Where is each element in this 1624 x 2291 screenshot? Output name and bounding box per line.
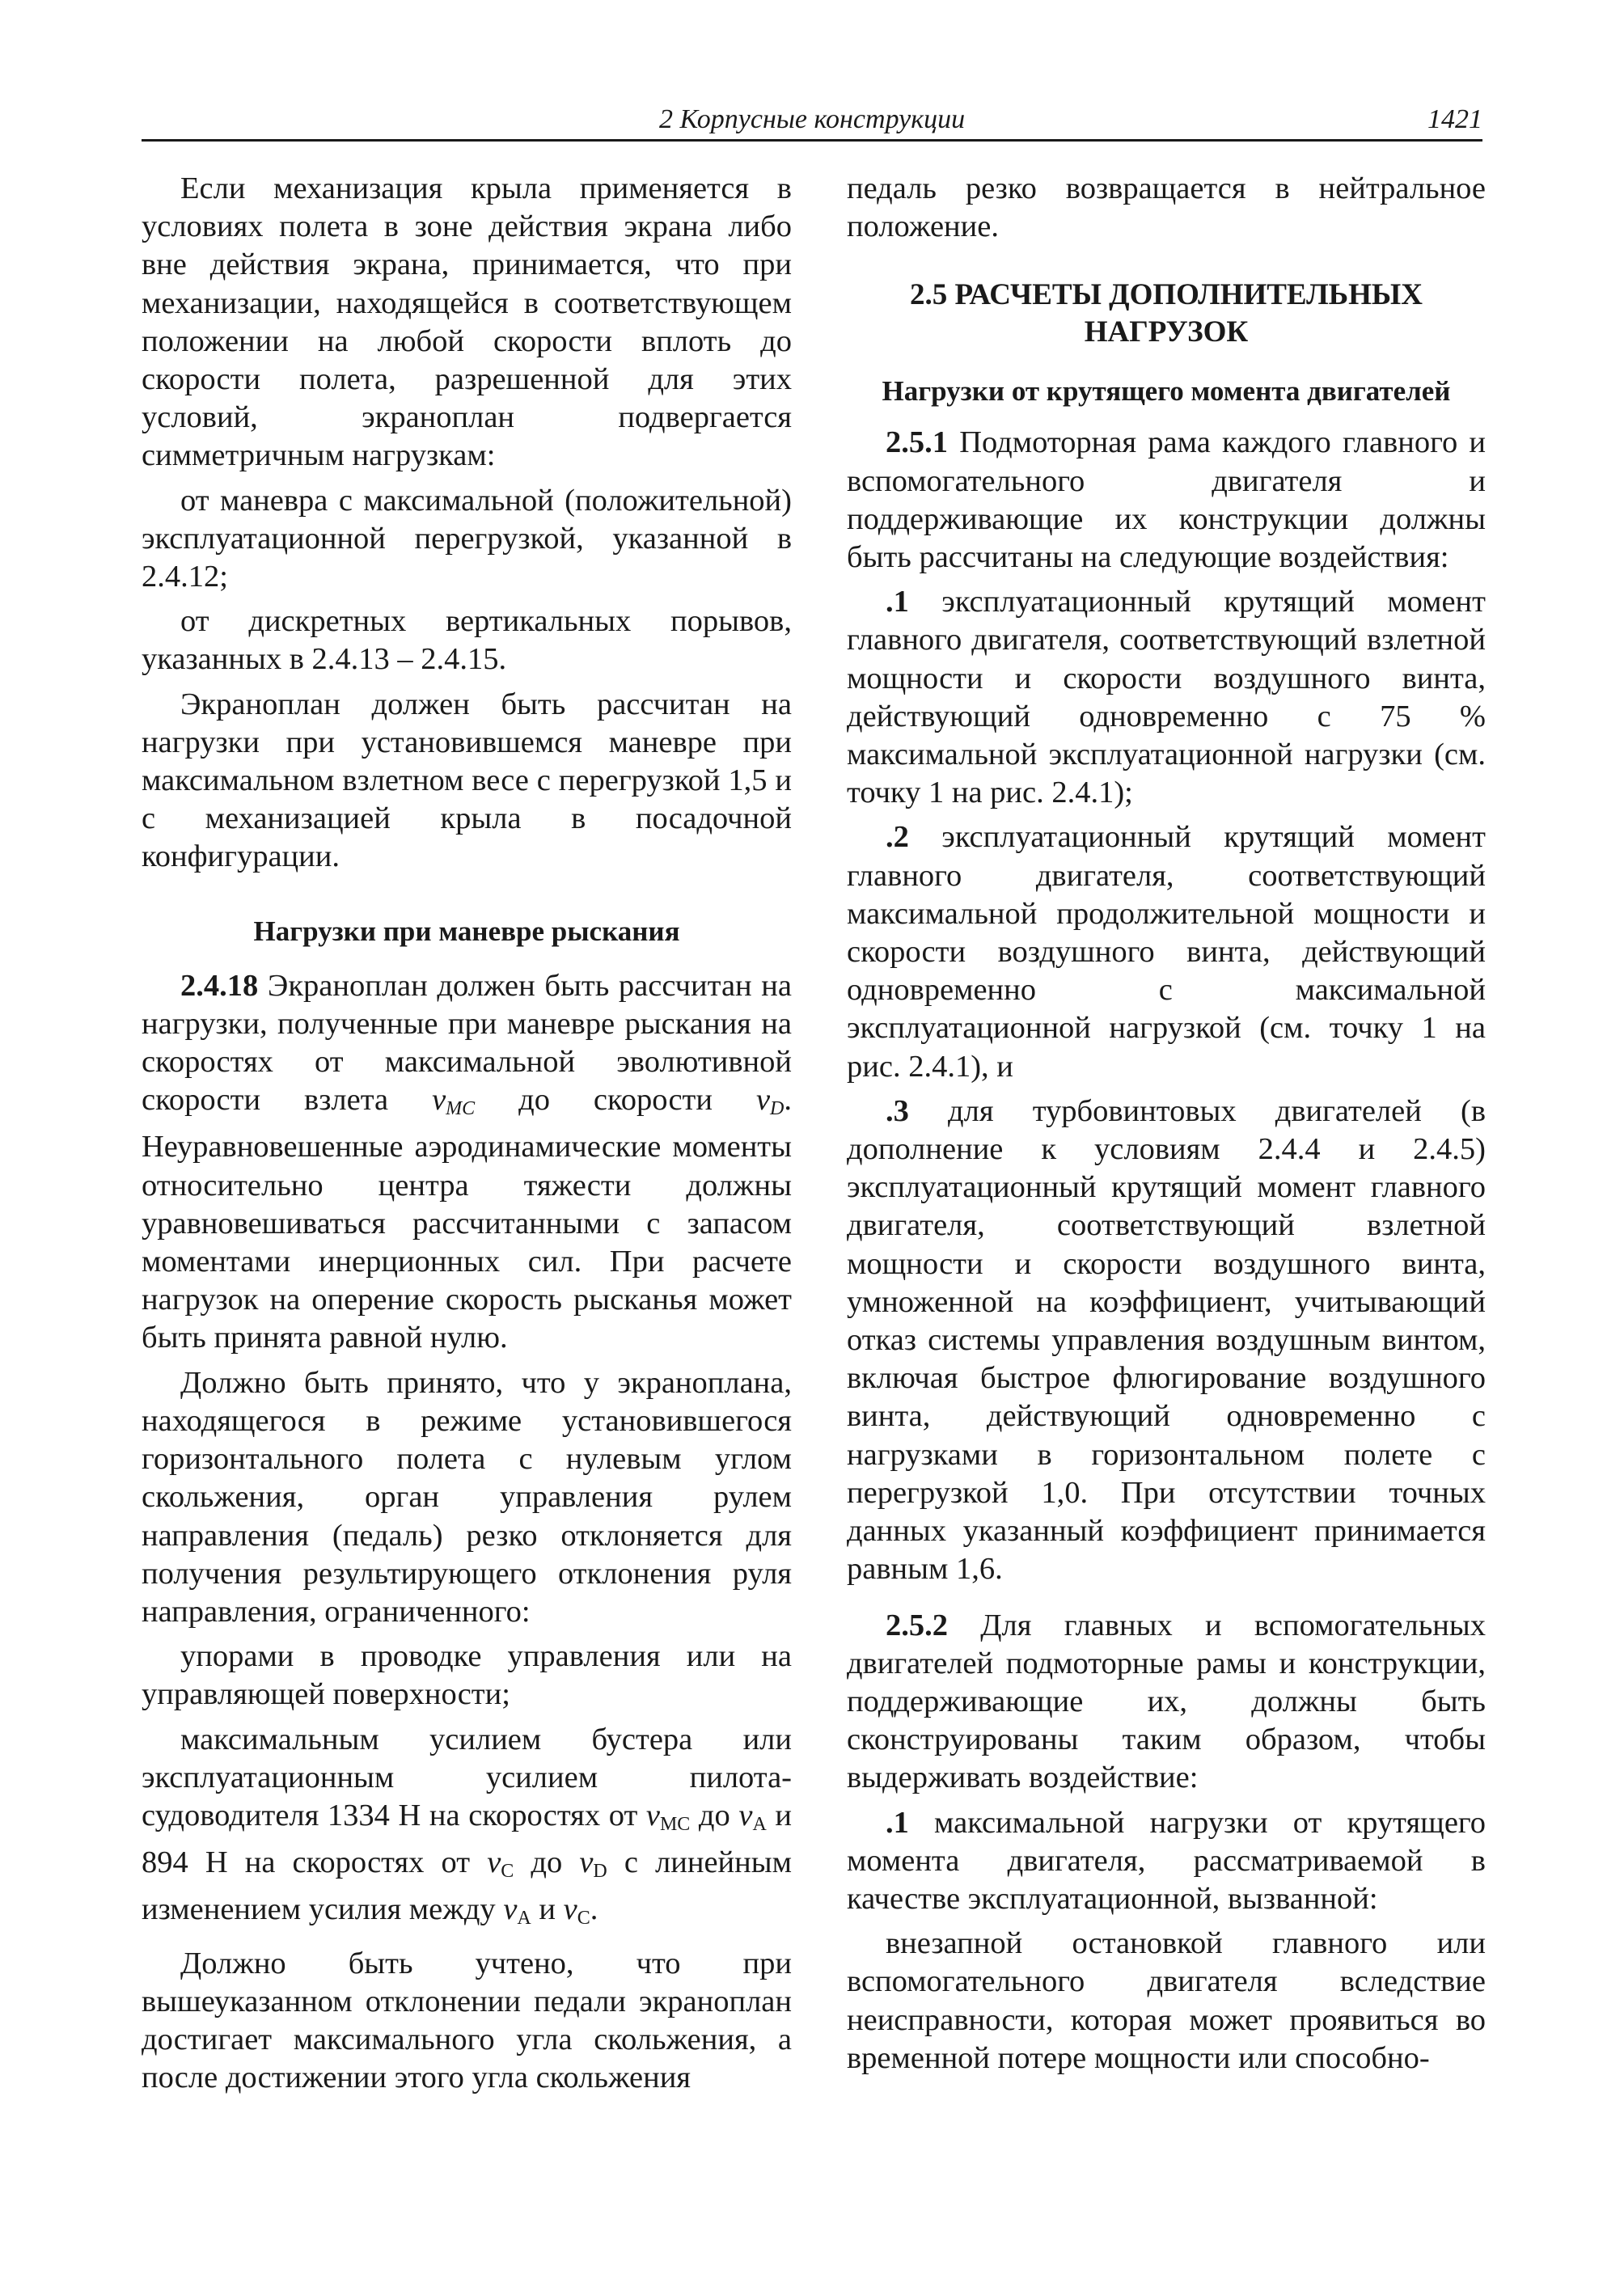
clause-number: 2.5.1: [886, 425, 948, 460]
paragraph: Экраноплан должен быть рассчитан на нагрузки при установившемся маневре при максимальном взлетном весе с перегрузкой 1,5 и с механизацией крыла в посадочной конфигурации.: [142, 687, 792, 874]
left-column: [142, 170, 792, 2103]
list-item: .2 эксплуатационный крутящий момент главного двигателя, соответствующий максимальной продолжительной мощности и скорости воздушного винта, действующий одновременно с максимальной эксплуатационной нагрузкой (см. точку 1 на рис. 2.4.1), и: [847, 820, 1486, 1084]
header-section-title: 2 Корпусные конструкции: [659, 104, 966, 134]
list-item: от маневра с максимальной (положительной) эксплуатационной перегрузкой, указанной в 2.4.12;: [142, 483, 792, 594]
page-number: 1421: [1427, 104, 1482, 134]
clause-2-5-2: 2.5.2 Для главных и вспомогательных двигателей подмоторные рамы и конструкции, поддерживающие их, должны быть сконструированы таким образом, чтобы выдерживать воздействие:: [847, 1608, 1486, 1795]
list-item: от дискретных вертикальных порывов, указанных в 2.4.13 – 2.4.15.: [142, 604, 792, 677]
running-header: [142, 104, 1482, 142]
paragraph-continuation: педаль резко возвращается в нейтральное положение.: [847, 171, 1486, 244]
list-item: .3 для турбовинтовых двигателей (в дополнение к условиям 2.4.4 и 2.4.5) эксплуатационный крутящий момент главного двигателя, соответствующий взлетной мощности и скорости воздушного винта, умноженной на коэффициент, учитывающий отказ системы управления воздушным винтом, включая быстрое флюгирование воздушного винта, действующий одновременно с нагрузками в горизонтальном полете с перегрузкой 1,0. При отсутствии точных данных указанный коэффициент принимается равным 1,6.: [847, 1093, 1486, 1587]
paragraph: внезапной остановкой главного или вспомогательного двигателя вследствие неисправности, которая может проявиться во временной потере мощности или способно-: [847, 1926, 1486, 2075]
clause-number: 2.5.2: [886, 1608, 948, 1642]
list-item: упорами в проводке управления или на управляющей поверхности;: [142, 1639, 792, 1712]
paragraph: Если механизация крыла применяется в условиях полета в зоне действия экрана либо вне действия экрана, принимается, что при механизации, находящейся в соответствующем положении на любой скорости вплоть до скорости полета, разрешенной для этих условий, экраноплан подвергается симметричным нагрузкам:: [142, 171, 792, 473]
list-item: максимальным усилием бустера или эксплуатационным усилием пилота-судоводителя 1334 Н на скоростях от $v_{MC}$ до $v_A$ и 894 Н на скоростях от $v_C$ до $v_D$ с линейным изменением усилия между $v_A$ и $v_C$.: [142, 1722, 792, 1930]
paragraph: Должно быть учтено, что при вышеуказанном отклонении педали экраноплан достигает максимального угла скольжения, а после достижении этого угла скольжения: [142, 1946, 792, 2095]
clause-number: 2.4.18: [180, 968, 259, 1003]
list-item: .1 эксплуатационный крутящий момент главного двигателя, соответствующий взлетной мощности и скорости воздушного винта, действующий одновременно с 75 % максимальной эксплуатационной нагрузки (см. точку 1 на рис. 2.4.1);: [847, 585, 1486, 810]
clause-2-4-18: 2.4.18 Экраноплан должен быть рассчитан на нагрузки, полученные при маневре рыскания на скоростях от максимальной эволютивной скорости взлета $v_{MC}$ до скорости $v_D$. Неуравновешенные аэродинамические моменты относительно центра тяжести должны уравновешиваться рассчитанными с запасом моментами инерционных сил. При расчете нагрузок на оперение скорость рысканья может быть принята равной нулю.: [142, 968, 792, 1355]
section-heading-2-5: 2.5 РАСЧЕТЫ ДОПОЛНИТЕЛЬНЫХ НАГРУЗОК: [910, 278, 1423, 349]
right-column: [847, 170, 1486, 2084]
subsection-heading-torque: Нагрузки от крутящего момента двигателей: [882, 375, 1451, 408]
clause-2-5-1: 2.5.1 Подмоторная рама каждого главного и вспомогательного двигателя и поддерживающие их конструкции должны быть рассчитаны на следующие воздействия:: [847, 425, 1486, 575]
list-item: .1 максимальной нагрузки от крутящего момента двигателя, рассматриваемой в качестве эксплуатационной, вызванной:: [847, 1805, 1486, 1916]
paragraph: Должно быть принято, что у экраноплана, находящегося в режиме установившегося горизонтального полета с нулевым углом скольжения, орган управления рулем направления (педаль) резко отклоняется для получения результирующего отклонения руля направления, ограниченного:: [142, 1365, 792, 1629]
subsection-heading-yaw: Нагрузки при маневре рыскания: [253, 915, 680, 947]
